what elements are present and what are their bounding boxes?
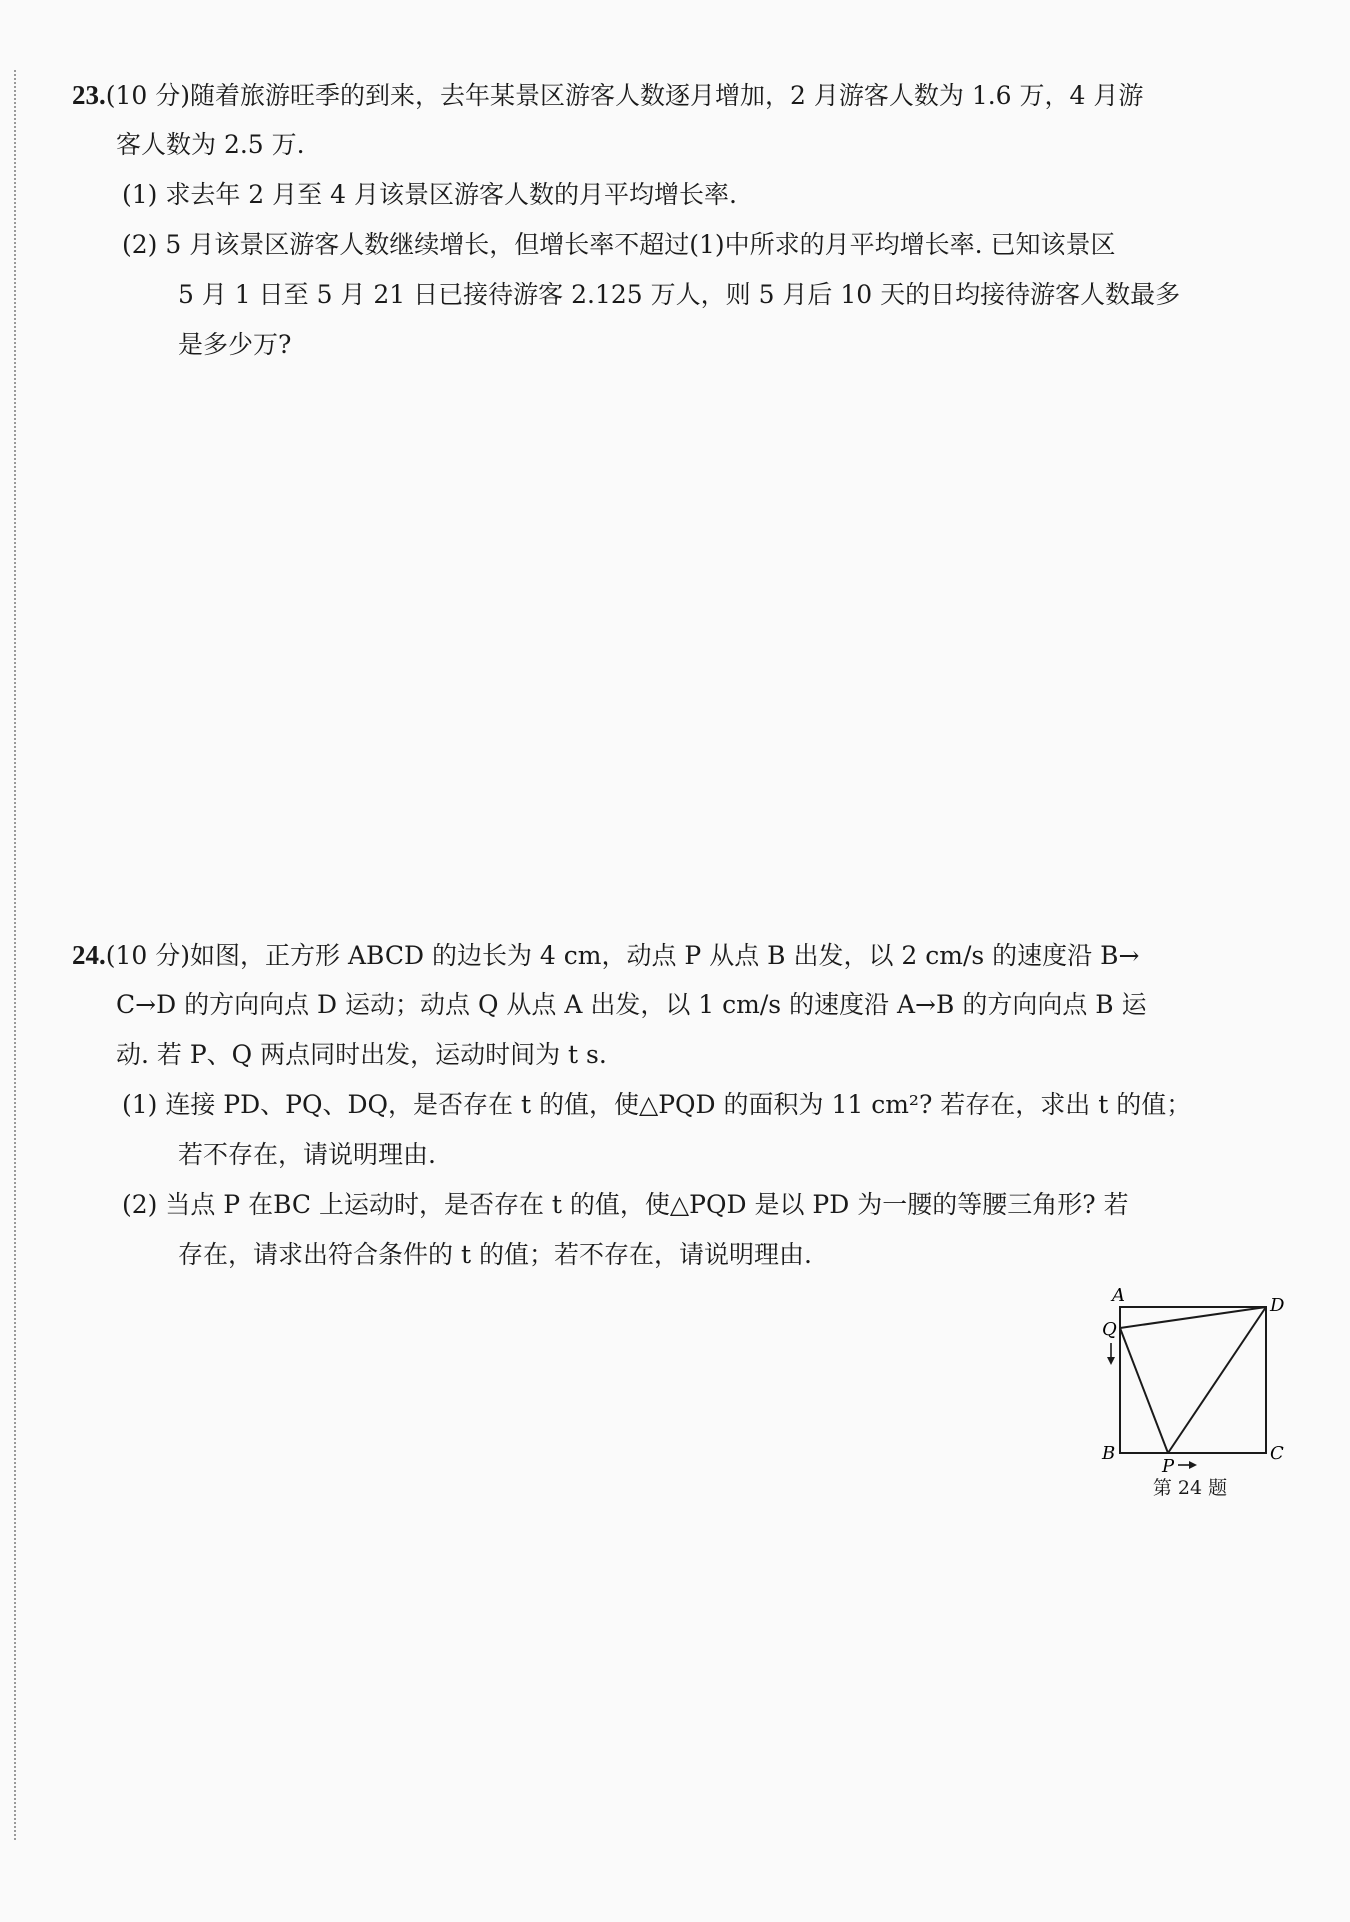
label-d: D [1270, 1295, 1285, 1316]
problem-text: (10 分)随着旅游旺季的到来，去年某景区游客人数逐月增加，2 月游客人数为 1.6 万，4 月游 [105, 81, 1144, 110]
problem-23-part-2-line-3: 是多少万? [178, 330, 292, 359]
problem-24-part-2-line-1: (2) 当点 P 在BC 上运动时，是否存在 t 的值，使△PQD 是以 PD 为一腰的等腰三角形? 若 [122, 1190, 1129, 1219]
problem-24-part-2-line-2: 存在，请求出符合条件的 t 的值；若不存在，请说明理由. [178, 1240, 812, 1269]
segment-qp [1120, 1328, 1168, 1453]
problem-text: (10 分)如图，正方形 ABCD 的边长为 4 cm，动点 P 从点 B 出发，以 2 cm/s 的速度沿 B→ [105, 941, 1140, 970]
problem-24-part-1-line-2: 若不存在，请说明理由. [178, 1140, 436, 1169]
problem-24 [72, 930, 1272, 1280]
label-a: A [1112, 1285, 1125, 1306]
problem-23-part-1: (1) 求去年 2 月至 4 月该景区游客人数的月平均增长率. [122, 180, 737, 209]
arrow-right-icon [1178, 1461, 1197, 1469]
problem-23 [72, 70, 1272, 370]
problem-23-line-1 [72, 70, 1272, 120]
problem-24-part-1-line-1: (1) 连接 PD、PQ、DQ，是否存在 t 的值，使△PQD 的面积为 11 cm²? 若存在，求出 t 的值； [122, 1090, 1192, 1119]
problem-number: 24. [72, 940, 106, 970]
problem-number: 23. [72, 80, 106, 110]
problem-24-line-1 [72, 930, 1272, 980]
segment-pd [1168, 1307, 1266, 1453]
label-q: Q [1102, 1319, 1117, 1340]
problem-24-line-2: C→D 的方向向点 D 运动；动点 Q 从点 A 出发，以 1 cm/s 的速度沿 A→B 的方向向点 B 运 [116, 990, 1147, 1019]
figure-caption: 第 24 题 [1152, 1477, 1228, 1499]
square-abcd [1120, 1307, 1266, 1453]
problem-24-line-3: 动. 若 P、Q 两点同时出发，运动时间为 t s. [116, 1040, 607, 1069]
problem-23-part-2-line-1: (2) 5 月该景区游客人数继续增长，但增长率不超过(1)中所求的月平均增长率. 已知该景区 [122, 230, 1116, 259]
label-b: B [1102, 1443, 1116, 1464]
square-diagram [1090, 1285, 1290, 1475]
problem-23-part-2-line-2: 5 月 1 日至 5 月 21 日已接待游客 2.125 万人，则 5 月后 10 天的日均接待游客人数最多 [178, 280, 1181, 309]
label-p: P [1162, 1456, 1175, 1475]
segment-qd [1120, 1307, 1266, 1328]
problem-23-line-2: 客人数为 2.5 万. [116, 130, 305, 159]
arrow-down-icon [1107, 1343, 1115, 1365]
binding-margin-line [14, 70, 16, 1840]
square-figure [1090, 1285, 1290, 1505]
label-c: C [1270, 1443, 1284, 1464]
